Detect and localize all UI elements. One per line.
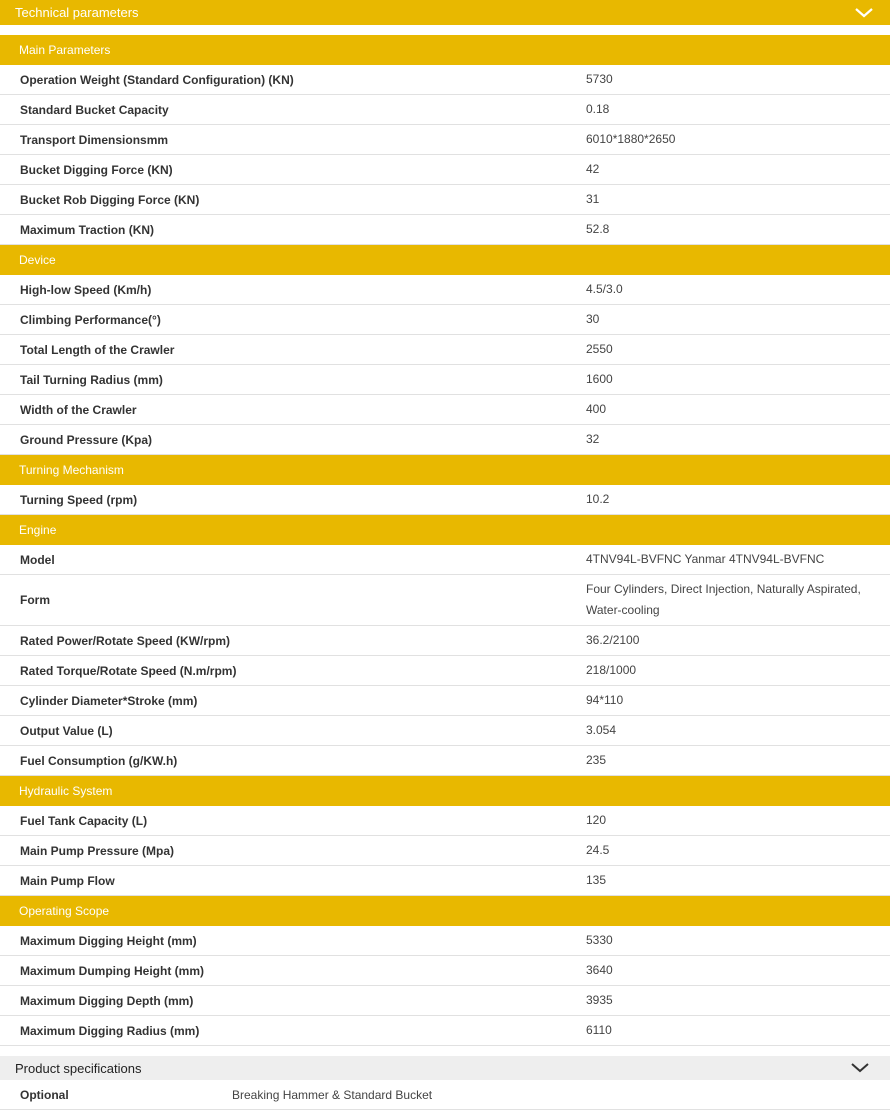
param-value: 42 [586, 155, 890, 185]
param-value: 94*110 [586, 686, 890, 716]
param-label: Transport Dimensionsmm [0, 125, 586, 155]
param-value: 218/1000 [586, 656, 890, 686]
chevron-down-icon[interactable] [852, 6, 876, 20]
param-value: 5730 [586, 65, 890, 95]
technical-parameters-title: Technical parameters [15, 5, 139, 20]
table-row [0, 656, 890, 686]
param-value: 3.054 [586, 716, 890, 746]
table-row [0, 1016, 890, 1046]
param-label: Rated Torque/Rotate Speed (N.m/rpm) [0, 656, 586, 686]
product-specifications-title: Product specifications [15, 1060, 142, 1076]
param-label: Output Value (L) [0, 716, 586, 746]
table-row [0, 806, 890, 836]
table-row [0, 365, 890, 395]
param-value: 3935 [586, 986, 890, 1016]
technical-parameters-table [0, 35, 890, 1046]
param-label: Bucket Digging Force (KN) [0, 155, 586, 185]
section-header [0, 776, 890, 806]
param-label: Cylinder Diameter*Stroke (mm) [0, 686, 586, 716]
param-label: Model [0, 545, 586, 575]
param-value: 36.2/2100 [586, 626, 890, 656]
param-label: Fuel Consumption (g/KW.h) [0, 746, 586, 776]
param-label: Width of the Crawler [0, 395, 586, 425]
param-label: Bucket Rob Digging Force (KN) [0, 185, 586, 215]
param-value: Four Cylinders, Direct Injection, Naturally Aspirated, Water-cooling [586, 575, 890, 626]
section-title: Turning Mechanism [0, 455, 890, 485]
param-value: 6010*1880*2650 [586, 125, 890, 155]
table-row [0, 956, 890, 986]
section-header [0, 896, 890, 926]
chevron-down-icon[interactable] [848, 1061, 872, 1075]
table-row [0, 866, 890, 896]
section-header [0, 515, 890, 545]
product-specifications-header[interactable] [0, 1056, 890, 1080]
section-title: Main Parameters [0, 35, 890, 65]
param-label: Ground Pressure (Kpa) [0, 425, 586, 455]
table-row [0, 485, 890, 515]
optional-row [0, 1080, 890, 1110]
param-label: Operation Weight (Standard Configuration) (KN) [0, 65, 586, 95]
param-value: 235 [586, 746, 890, 776]
table-row [0, 305, 890, 335]
table-row [0, 545, 890, 575]
section-header [0, 455, 890, 485]
param-label: Tail Turning Radius (mm) [0, 365, 586, 395]
section-title: Operating Scope [0, 896, 890, 926]
param-value: 1600 [586, 365, 890, 395]
param-value: 32 [586, 425, 890, 455]
param-label: Maximum Digging Depth (mm) [0, 986, 586, 1016]
param-label: Maximum Dumping Height (mm) [0, 956, 586, 986]
table-row [0, 425, 890, 455]
table-row [0, 926, 890, 956]
param-value: 30 [586, 305, 890, 335]
param-label: High-low Speed (Km/h) [0, 275, 586, 305]
section-title: Device [0, 245, 890, 275]
table-row [0, 125, 890, 155]
technical-parameters-header[interactable] [0, 0, 890, 25]
param-value: 31 [586, 185, 890, 215]
table-row [0, 215, 890, 245]
param-value: 4.5/3.0 [586, 275, 890, 305]
section-header [0, 245, 890, 275]
param-value: 400 [586, 395, 890, 425]
param-label: Total Length of the Crawler [0, 335, 586, 365]
param-label: Main Pump Flow [0, 866, 586, 896]
param-value: 24.5 [586, 836, 890, 866]
param-value: 52.8 [586, 215, 890, 245]
table-row [0, 65, 890, 95]
table-row [0, 746, 890, 776]
param-label: Standard Bucket Capacity [0, 95, 586, 125]
table-row [0, 716, 890, 746]
section-header [0, 35, 890, 65]
param-label: Maximum Digging Height (mm) [0, 926, 586, 956]
table-row [0, 836, 890, 866]
param-label: Maximum Digging Radius (mm) [0, 1016, 586, 1046]
table-row [0, 95, 890, 125]
param-label: Rated Power/Rotate Speed (KW/rpm) [0, 626, 586, 656]
optional-label: Optional [20, 1087, 69, 1102]
table-row [0, 155, 890, 185]
param-label: Main Pump Pressure (Mpa) [0, 836, 586, 866]
table-row [0, 335, 890, 365]
param-value: 0.18 [586, 95, 890, 125]
table-row [0, 275, 890, 305]
param-value: 2550 [586, 335, 890, 365]
param-value: 120 [586, 806, 890, 836]
param-label: Turning Speed (rpm) [0, 485, 586, 515]
param-label: Fuel Tank Capacity (L) [0, 806, 586, 836]
param-label: Climbing Performance(°) [0, 305, 586, 335]
param-value: 135 [586, 866, 890, 896]
table-row [0, 395, 890, 425]
param-label: Maximum Traction (KN) [0, 215, 586, 245]
table-row [0, 575, 890, 626]
param-value: 10.2 [586, 485, 890, 515]
table-row [0, 686, 890, 716]
section-title: Hydraulic System [0, 776, 890, 806]
section-title: Engine [0, 515, 890, 545]
param-value: 3640 [586, 956, 890, 986]
param-value: 5330 [586, 926, 890, 956]
optional-value: Breaking Hammer & Standard Bucket [232, 1087, 433, 1102]
param-value: 6110 [586, 1016, 890, 1046]
param-label: Form [0, 575, 586, 626]
table-row [0, 986, 890, 1016]
table-row [0, 185, 890, 215]
table-row [0, 626, 890, 656]
param-value: 4TNV94L-BVFNC Yanmar 4TNV94L-BVFNC [586, 545, 890, 575]
